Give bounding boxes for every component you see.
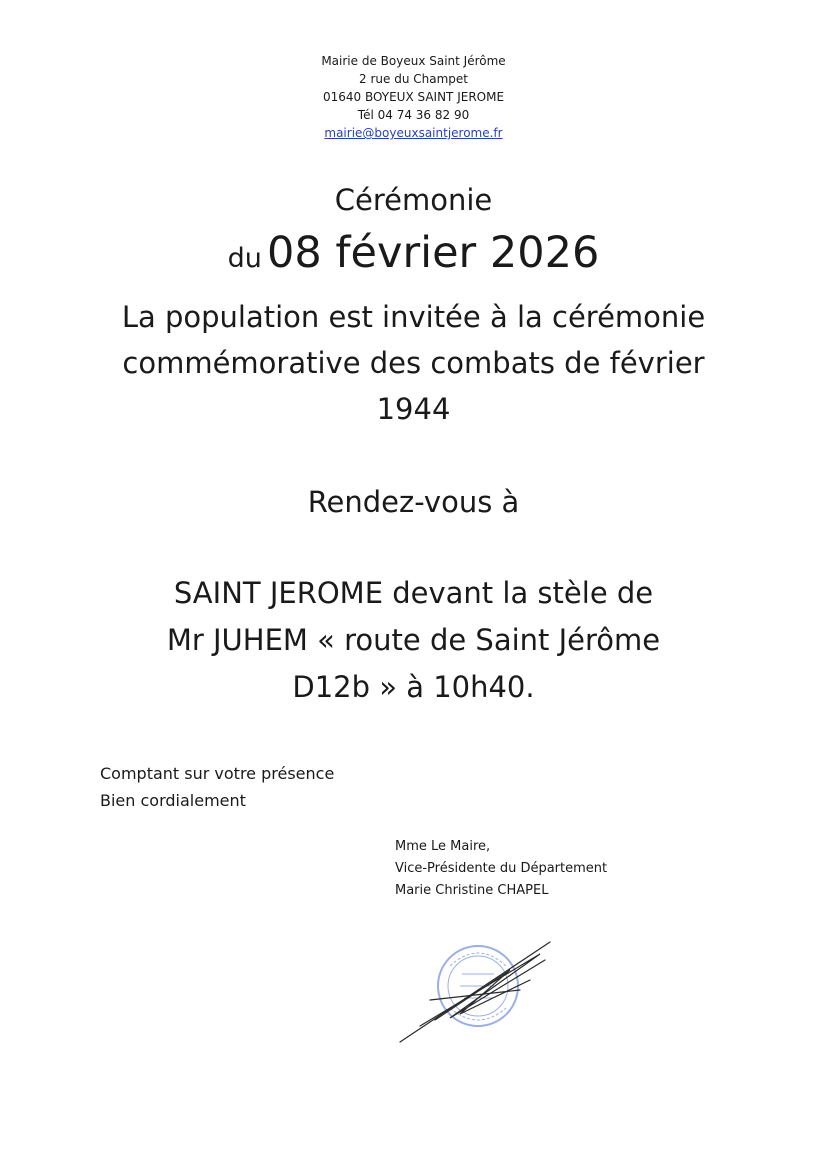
invitation-line: 1944 (376, 392, 451, 426)
mairie-seal-icon (438, 946, 518, 1026)
signatory-title: Mme Le Maire, (395, 839, 491, 854)
closing-line: Comptant sur votre présence (100, 764, 335, 783)
mairie-street: 2 rue du Champet (359, 72, 468, 86)
rendezvous-heading: Rendez-vous à (307, 485, 520, 519)
signatory-name: Marie Christine CHAPEL (395, 883, 549, 898)
mairie-letterhead (0, 52, 827, 142)
location-text (60, 570, 767, 711)
signatory-role: Vice-Présidente du Département (395, 861, 608, 876)
date-prefix: du (227, 243, 262, 274)
page-title: Cérémonie (334, 183, 493, 217)
mairie-city: 01640 BOYEUX SAINT JEROME (322, 90, 505, 104)
event-date (0, 228, 827, 278)
invitation-line: La population est invitée à la cérémonie (121, 300, 706, 334)
closing-line: Bien cordialement (100, 791, 246, 810)
handwritten-signature (400, 942, 550, 1042)
mairie-name: Mairie de Boyeux Saint Jérôme (321, 54, 506, 68)
signature-block (395, 836, 607, 902)
mairie-email-link[interactable]: mairie@boyeuxsaintjerome.fr (324, 126, 503, 140)
invitation-line: commémorative des combats de février (122, 346, 705, 380)
location-line: D12b » à 10h40. (292, 670, 535, 704)
official-stamp-and-signature (390, 930, 570, 1050)
closing-text (100, 760, 334, 814)
location-line: Mr JUHEM « route de Saint Jérôme (166, 623, 661, 657)
date-value: 08 février 2026 (267, 228, 600, 278)
invitation-text (60, 294, 767, 432)
mairie-phone: Tél 04 74 36 82 90 (357, 108, 470, 122)
location-line: SAINT JEROME devant la stèle de (173, 576, 654, 610)
